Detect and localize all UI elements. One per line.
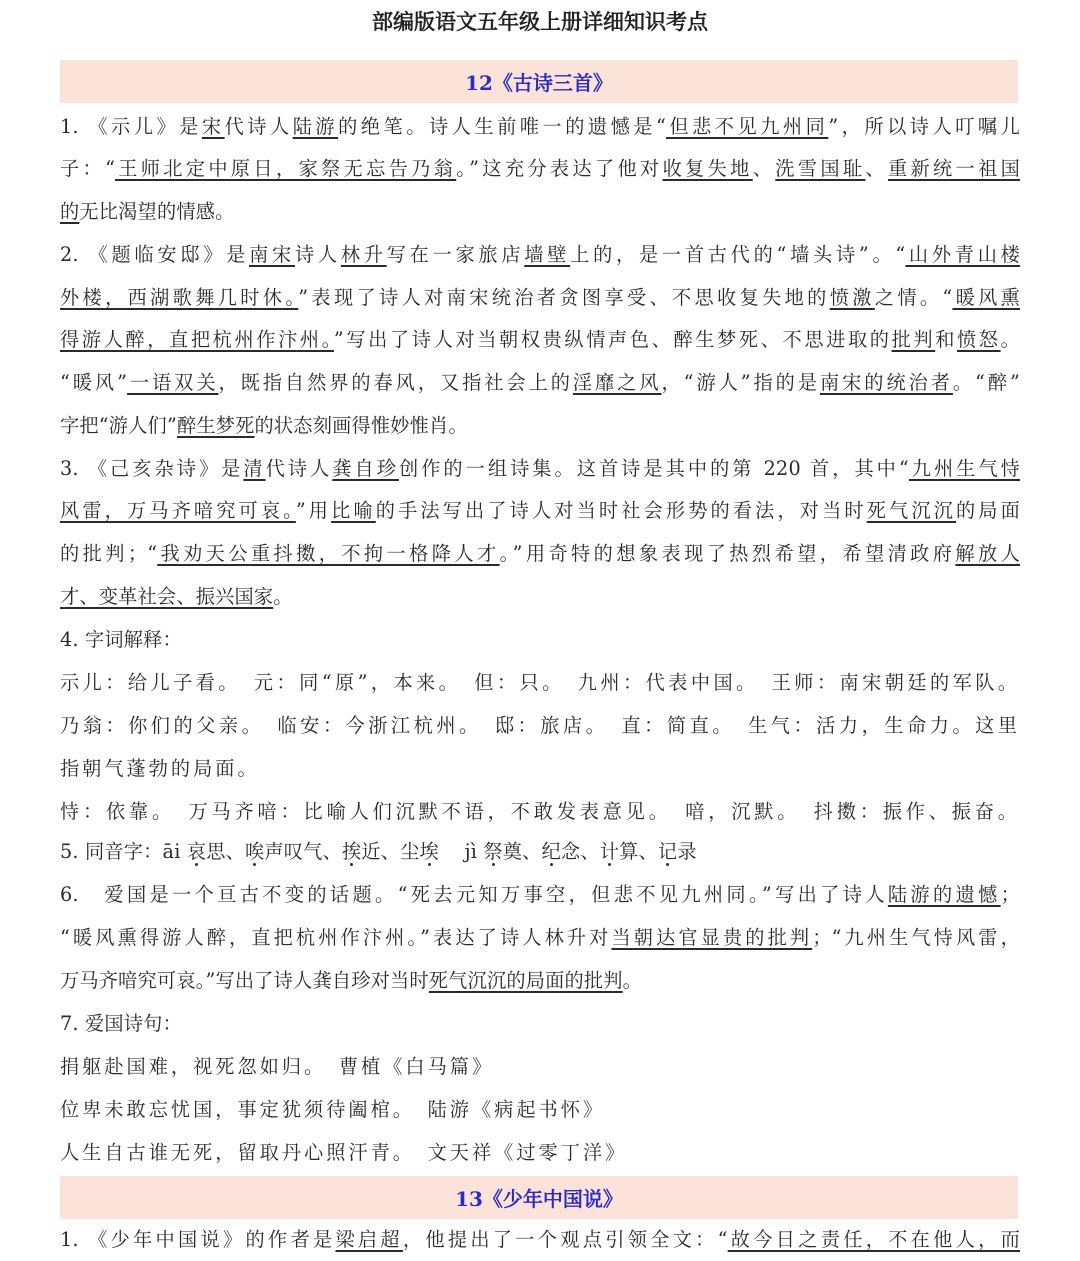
text-run: ”表现了诗人对南宋统治者贪图享受、不思收复失地的 xyxy=(298,286,830,309)
text-run: ”用 xyxy=(295,499,332,522)
text-line xyxy=(60,447,1020,490)
key-point-underlined: 九州生气恃 xyxy=(908,457,1020,480)
key-point-underlined: 山外青山楼 xyxy=(905,243,1021,266)
text-run: 录 xyxy=(677,840,697,863)
text-run: 奠、 xyxy=(502,840,542,863)
text-line xyxy=(60,361,1020,404)
text-run: 。”这充分表达了他对 xyxy=(456,157,663,180)
text-line xyxy=(60,790,1020,833)
key-point-underlined: 重新统一祖国 xyxy=(887,157,1021,180)
text-run: 念、 xyxy=(560,840,600,863)
key-point-underlined: 南宋的统治者 xyxy=(819,371,953,394)
text-run: 。“醉” xyxy=(952,371,1020,394)
text-line xyxy=(60,404,1020,447)
section-title: 13《少年中国说》 xyxy=(455,1187,623,1211)
text-line xyxy=(60,575,1020,618)
text-line xyxy=(60,873,1020,916)
homophone-char: 埃 xyxy=(419,840,439,863)
text-run: 近、尘 xyxy=(361,840,420,863)
annotation-text: 人生自古谁无死，留取丹心照汗青。 文天祥《过零丁洋》 xyxy=(60,1141,628,1164)
text-line xyxy=(60,276,1020,319)
text-line xyxy=(60,1045,1020,1088)
section-title: 12《古诗三首》 xyxy=(465,71,613,95)
text-run: 6. 爱国是一个亘古不变的话题。“死去元知万事空，但悲不见九州同。”写出了诗人 xyxy=(60,883,888,906)
text-run: 。 xyxy=(1000,328,1021,351)
key-point-underlined: 死气沉沉 xyxy=(866,499,956,522)
key-point-underlined: 解放人 xyxy=(955,542,1021,565)
key-point-underlined: 清 xyxy=(243,457,266,480)
key-point-underlined: 才、变革社会、振兴国家 xyxy=(60,585,274,608)
text-run: 声叹气、 xyxy=(264,840,342,863)
key-point-underlined: 林升 xyxy=(340,243,387,266)
text-run: 、 xyxy=(752,157,776,180)
section-header-13 xyxy=(60,1176,1018,1219)
key-point-underlined: 愤激 xyxy=(829,286,875,309)
annotation-text: 位卑未敢忘忧国，事定犹须待阖棺。 陆游《病起书怀》 xyxy=(60,1098,606,1121)
text-line xyxy=(60,830,1020,873)
text-line xyxy=(60,661,1020,704)
text-run: 思、 xyxy=(206,840,246,863)
text-run: 之情。“ xyxy=(874,286,953,309)
text-run: 写在一家旅店 xyxy=(386,243,525,266)
key-point-underlined: 梁启超 xyxy=(335,1228,403,1251)
homophone-char: 哀 xyxy=(186,840,207,863)
key-point-underlined: 龚自珍 xyxy=(332,457,399,480)
homophone-char: 祭 xyxy=(483,840,503,863)
document-title: 部编版语文五年级上册详细知识考点 xyxy=(372,9,708,34)
text-run: 创作的一组诗集。这首诗是其中的第 220 首，其中“ xyxy=(398,457,909,480)
text-run: “暖风” xyxy=(60,371,128,394)
key-point-underlined: 但悲不见九州同 xyxy=(666,115,829,138)
text-run: 1. 《示儿》是 xyxy=(60,115,202,138)
text-line xyxy=(60,1131,1020,1174)
text-line xyxy=(60,618,1020,661)
key-point-underlined: 一语双关 xyxy=(127,371,219,394)
text-run: 的局面 xyxy=(955,499,1021,522)
text-line xyxy=(60,1088,1020,1131)
text-run: ； xyxy=(1000,883,1020,906)
key-point-underlined: 洗雪国耻 xyxy=(775,157,866,180)
text-line xyxy=(60,1002,1020,1045)
text-run: 。 xyxy=(622,969,643,992)
key-point-underlined: 外楼，西湖歌舞几时休。 xyxy=(60,286,299,309)
text-run: ，“游人”指的是 xyxy=(661,371,820,394)
text-run: 诗人 xyxy=(294,243,341,266)
text-run: “暖风熏得游人醉，直把杭州作汴州。”表达了诗人林升对 xyxy=(60,926,612,949)
annotation-text: 捐躯赴国难，视死忽如归。 曹植《白马篇》 xyxy=(60,1055,495,1078)
text-run: 算、 xyxy=(619,840,658,863)
text-run: 和 xyxy=(935,328,957,351)
text-line xyxy=(60,105,1020,148)
text-line xyxy=(60,704,1020,747)
text-run: ”，所以诗人叮嘱儿 xyxy=(828,115,1021,138)
key-point-underlined: 批判 xyxy=(891,328,936,351)
key-point-underlined: 陆游 xyxy=(292,115,339,138)
key-point-underlined: 得游人醉，直把杭州作汴州。 xyxy=(60,328,334,351)
key-point-underlined: 我劝天公重抖擞，不拘一格降人才 xyxy=(157,542,500,565)
annotation-text: 示儿：给儿子看。 元：同“原”，本来。 但：只。 九州：代表中国。 王师：南宋朝廷的军队。 xyxy=(60,671,1020,694)
text-line xyxy=(60,959,1020,1002)
text-run: 7. 爱国诗句： xyxy=(60,1012,182,1035)
text-line xyxy=(60,916,1020,959)
text-run: 无比渴望的情感。 xyxy=(79,200,235,223)
text-run: ”写出了诗人对当朝权贵纵情声色、醉生梦死、不思进取的 xyxy=(333,328,892,351)
text-run: 万马齐喑究可哀。”写出了诗人龚自珍对当时 xyxy=(60,969,429,992)
text-run: ；“九州生气恃风雷， xyxy=(812,926,1020,949)
key-point-underlined: 当朝达官显贵的批判 xyxy=(611,926,813,949)
key-point-underlined: 陆游的遗憾 xyxy=(887,883,1001,906)
text-run: 代诗人 xyxy=(265,457,333,480)
homophone-char: 计 xyxy=(599,840,620,863)
section-header-12 xyxy=(60,60,1018,103)
text-run: 。 xyxy=(273,585,293,608)
text-run: 的状态刻画得惟妙惟肖。 xyxy=(254,414,468,437)
homophone-char: 唉 xyxy=(245,840,265,863)
text-line xyxy=(60,147,1020,190)
text-run: 2. 《题临安邸》是 xyxy=(60,243,250,266)
homophone-char: 记 xyxy=(657,840,678,863)
text-run: 1. 《少年中国说》的作者是 xyxy=(60,1228,336,1251)
key-point-underlined: 墙壁 xyxy=(524,243,571,266)
text-run: 的批判；“ xyxy=(60,542,158,565)
text-line xyxy=(60,532,1020,575)
key-point-underlined: 南宋 xyxy=(249,243,295,266)
key-point-underlined: 愤怒 xyxy=(957,328,1001,351)
homophone-char: 挨 xyxy=(341,840,362,863)
text-run: 代诗人 xyxy=(224,115,293,138)
text-line xyxy=(60,1218,1020,1261)
key-point-underlined: 王师北定中原日，家祭无忘告乃翁 xyxy=(115,157,457,180)
text-run: 的手法写出了诗人对当时社会形势的看法，对当时 xyxy=(375,499,867,522)
text-run: 5. 同音字：āi xyxy=(60,840,187,863)
key-point-underlined: 醉生梦死 xyxy=(176,414,255,437)
key-point-underlined: 故今日之责任，不在他人，而 xyxy=(727,1228,1020,1251)
homophone-char: 纪 xyxy=(541,840,561,863)
key-point-underlined: 比喻 xyxy=(331,499,376,522)
key-point-underlined: 宋 xyxy=(201,115,225,138)
text-run: 、 xyxy=(865,157,888,180)
text-run: 子：“ xyxy=(60,157,116,180)
key-point-underlined: 死气沉沉的局面的批判 xyxy=(428,969,623,992)
key-point-underlined: 淫靡之风 xyxy=(572,371,662,394)
text-run: 的绝笔。诗人生前唯一的遗憾是“ xyxy=(338,115,667,138)
text-run: jì xyxy=(438,840,484,863)
key-point-underlined: 风雷，万马齐喑究可哀。 xyxy=(60,499,296,522)
key-point-underlined: 收复失地 xyxy=(662,157,753,180)
text-run: 。”用奇特的想象表现了热烈希望，希望清政府 xyxy=(499,542,956,565)
text-run: 4. 字词解释： xyxy=(60,628,182,651)
text-run: ，他提出了一个观点引领全文：“ xyxy=(402,1228,728,1251)
text-run: ，既指自然界的春风，又指社会上的 xyxy=(218,371,573,394)
annotation-text: 指朝气蓬勃的局面。 xyxy=(60,757,260,780)
key-point-underlined: 的 xyxy=(60,200,80,223)
key-point-underlined: 暖风熏 xyxy=(952,286,1021,309)
text-line xyxy=(60,747,1020,790)
text-run: 3. 《己亥杂诗》是 xyxy=(60,457,244,480)
text-run: 字把“游人们” xyxy=(60,414,177,437)
text-line xyxy=(60,190,1020,233)
text-line xyxy=(60,318,1020,361)
annotation-text: 乃翁：你们的父亲。 临安：今浙江杭州。 邸：旅店。 直：简直。 生气：活力，生命力。这里 xyxy=(60,714,1020,737)
annotation-text: 恃：依靠。 万马齐喑：比喻人们沉默不语，不敢发表意见。 喑，沉默。 抖擞：振作、振奋。 xyxy=(60,800,1020,823)
text-run: 上的，是一首古代的“墙头诗”。“ xyxy=(570,243,906,266)
text-line xyxy=(60,489,1020,532)
text-line xyxy=(60,233,1020,276)
